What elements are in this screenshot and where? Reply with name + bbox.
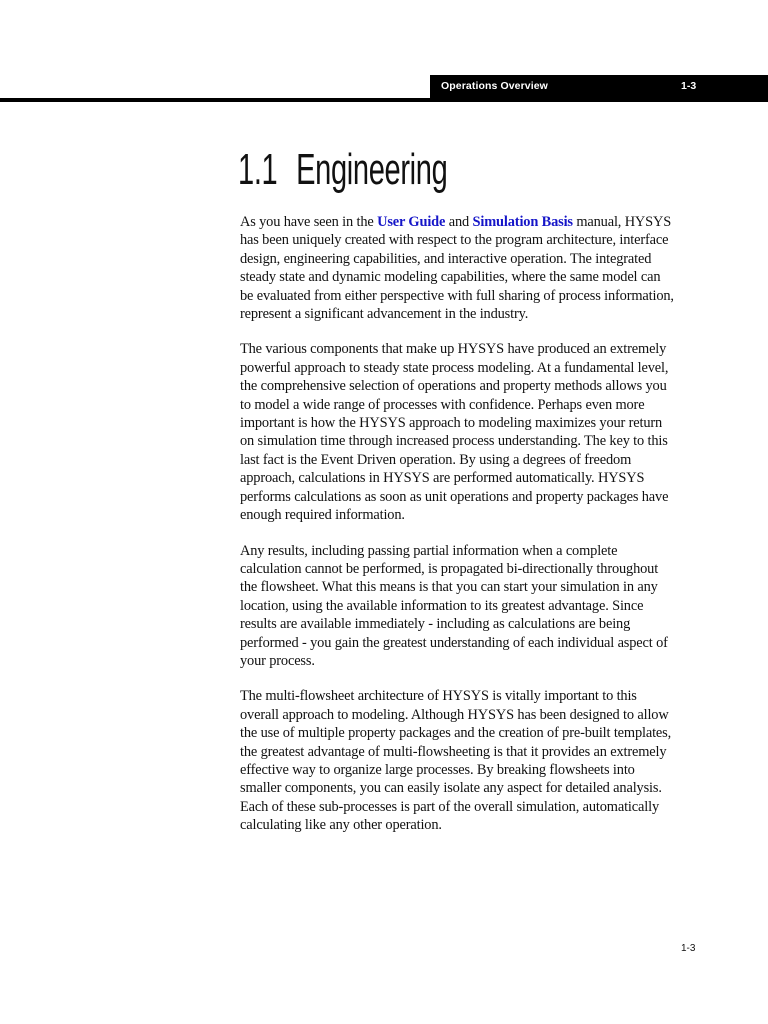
paragraph-1-rest: manual, HYSYS has been uniquely created with respect to the program architecture, interface design, engineering capabilities, and interactive operation. The integrated steady state and dynamic modeling capabilities, where the same model can be evaluated from either perspective with full sharing of process information, represent a significant advancement in the industry. (240, 214, 674, 323)
body-text (240, 213, 676, 852)
section-heading (238, 140, 447, 200)
paragraph-3: Any results, including passing partial information when a complete calculation cannot be performed, is propagated bi-directionally throughout the flowsheet. What this means is that you can start your simulation in any location, using the available information to its greatest advantage. Since results are available immediately - including as calculations are being performed - you gain the greatest understanding of each individual aspect of your process. (240, 542, 668, 669)
user-guide-link[interactable]: User Guide (377, 214, 446, 230)
running-header-page-number: 1-3 (681, 80, 697, 92)
running-header (430, 75, 768, 100)
section-title: Engineering (296, 145, 448, 194)
paragraph-1-conjunction: and (445, 214, 473, 230)
paragraph-1-intro: As you have seen in the (240, 214, 378, 230)
paragraph-4: The multi-flowsheet architecture of HYSYS is vitally important to this overall approach to modeling. Although HYSYS has been designed to allow the use of multiple property packages and the creation of pre-built templates, the greatest advantage of multi-flowsheeting is that it provides an extremely effective way to organize large processes. By breaking flowsheets into smaller components, you can easily isolate any aspect for detailed analysis. Each of these sub-processes is part of the overall simulation, automatically calculating like any other operation. (240, 688, 672, 834)
running-header-title: Operations Overview (441, 80, 548, 92)
section-number: 1.1 (238, 145, 278, 194)
footer-page-number: 1-3 (681, 943, 696, 954)
simulation-basis-link[interactable]: Simulation Basis (472, 214, 573, 230)
paragraph-2: The various components that make up HYSYS have produced an extremely powerful approach to steady state process modeling. At a fundamental level, the comprehensive selection of operations and property methods allows you to model a wide range of processes with confidence. Perhaps even more important is how the HYSYS approach to modeling maximizes your return on simulation time through increased process understanding. The key to this last fact is the Event Driven operation. By using a degrees of freedom approach, calculations in HYSYS are performed automatically. HYSYS performs calculations as soon as unit operations and property packages have enough required information. (240, 341, 669, 524)
paragraph-1 (240, 213, 676, 323)
